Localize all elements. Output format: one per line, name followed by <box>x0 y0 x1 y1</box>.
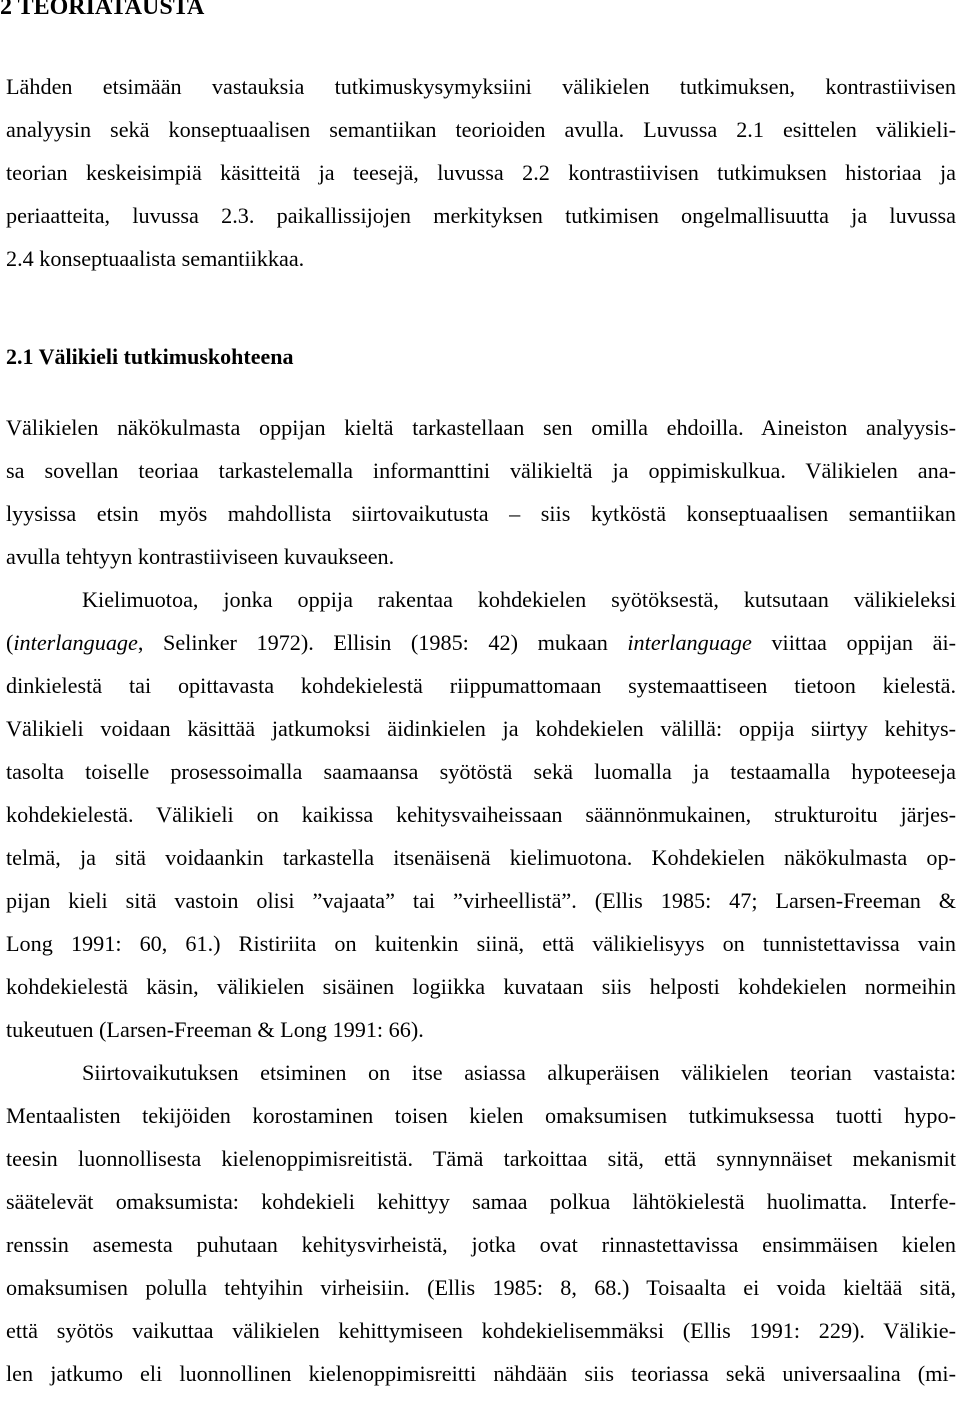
text-line: Lähden etsimään vastauksia tutkimuskysymyksiini välikielen tutkimuksen, kontrastiivisen <box>6 74 956 99</box>
text-line: avulla tehtyyn kontrastiiviseen kuvaukseen. <box>6 544 395 569</box>
text-line: tasolta toiselle prosessoimalla saamaansa syötöstä sekä luomalla ja testaamalla hypoteeseja <box>6 759 956 784</box>
text-line: omaksumisen polulla tehtyihin virheisiin. (Ellis 1985: 8, 68.) Toisaalta ei voida kieltää sitä, <box>6 1275 956 1300</box>
text-line: kohdekielestä. Välikieli on kaikissa kehitysvaiheissaan säännönmukainen, strukturoitu järjes- <box>6 802 956 827</box>
text-line: että syötös vaikuttaa välikielen kehittymiseen kohdekielisemmäksi (Ellis 1991: 229). Välikie- <box>6 1318 956 1343</box>
text-line: len jatkumo eli luonnollinen kielenoppimisreitti nähdään siis teoriassa sekä universaalina (mi- <box>6 1361 956 1386</box>
text-line: teesin luonnollisesta kielenoppimisreitistä. Tämä tarkoittaa sitä, että synnynnäiset mekanismit <box>6 1146 956 1171</box>
text-line: pijan kieli sitä vastoin olisi ”vajaata” tai ”virheellistä”. (Ellis 1985: 47; Larsen-Freeman & <box>6 888 956 913</box>
text-line: renssin asemesta puhutaan kehitysvirheistä, jotka ovat rinnastettavissa ensimmäisen kielen <box>6 1232 956 1257</box>
text-line: kohdekielestä käsin, välikielen sisäinen logiikka kuvataan siis helposti kohdekielen normeihin <box>6 974 956 999</box>
text-line: sa sovellan teoriaa tarkastelemalla informanttini välikieltä ja oppimiskulkua. Välikielen ana- <box>6 458 956 483</box>
text-line: teorian keskeisimpiä käsitteitä ja teesejä, luvussa 2.2 kontrastiivisen tutkimuksen historiaa ja <box>6 160 956 185</box>
text-line: Välikieli voidaan käsittää jatkumoksi äidinkielen ja kohdekielen välillä: oppija siirtyy kehitys- <box>6 716 956 741</box>
text-line: tukeutuen (Larsen-Freeman & Long 1991: 66). <box>6 1017 424 1042</box>
text-line: 2.4 konseptuaalista semantiikkaa. <box>6 246 305 271</box>
text-line: Kielimuotoa, jonka oppija rakentaa kohdekielen syötöksestä, kutsutaan välikieleksi <box>82 587 956 612</box>
section-heading: 2.1 Välikieli tutkimuskohteena <box>6 344 294 369</box>
text-line: Long 1991: 60, 61.) Ristiriita on kuitenkin siinä, että välikielisyys on tunnistettavissa vain <box>6 931 956 956</box>
text-line: säätelevät omaksumista: kohdekieli kehittyy samaa polkua lähtökielestä huolimatta. Interfe- <box>6 1189 956 1214</box>
text-line: telmä, ja sitä voidaankin tarkastella itsenäisenä kielimuotona. Kohdekielen näkökulmasta op- <box>6 845 956 870</box>
text-line: lyysissa etsin myös mahdollista siirtovaikutusta – siis kytköstä konseptuaalisen semantiikan <box>6 501 956 526</box>
text-line: periaatteita, luvussa 2.3. paikallissijojen merkityksen tutkimisen ongelmallisuutta ja luvussa <box>6 203 956 228</box>
text-line: Välikielen näkökulmasta oppijan kieltä tarkastellaan sen omilla ehdoilla. Aineiston analyysis- <box>6 415 956 440</box>
text-line: (interlanguage, Selinker 1972). Ellisin (1985: 42) mukaan interlanguage viittaa oppijan äi- <box>6 630 956 655</box>
chapter-heading: 2 TEORIATAUSTA <box>0 0 205 20</box>
text-line: Siirtovaikutuksen etsiminen on itse asiassa alkuperäisen välikielen teorian vastaista: <box>82 1060 956 1085</box>
text-line: dinkielestä tai opittavasta kohdekielestä riippumattomaan systemaattiseen tietoon kielestä. <box>6 673 956 698</box>
text-line: analyysin sekä konseptuaalisen semantiikan teorioiden avulla. Luvussa 2.1 esittelen välikieli- <box>6 117 956 142</box>
text-line: Mentaalisten tekijöiden korostaminen toisen kielen omaksumisen tutkimuksessa tuotti hypo- <box>6 1103 956 1128</box>
